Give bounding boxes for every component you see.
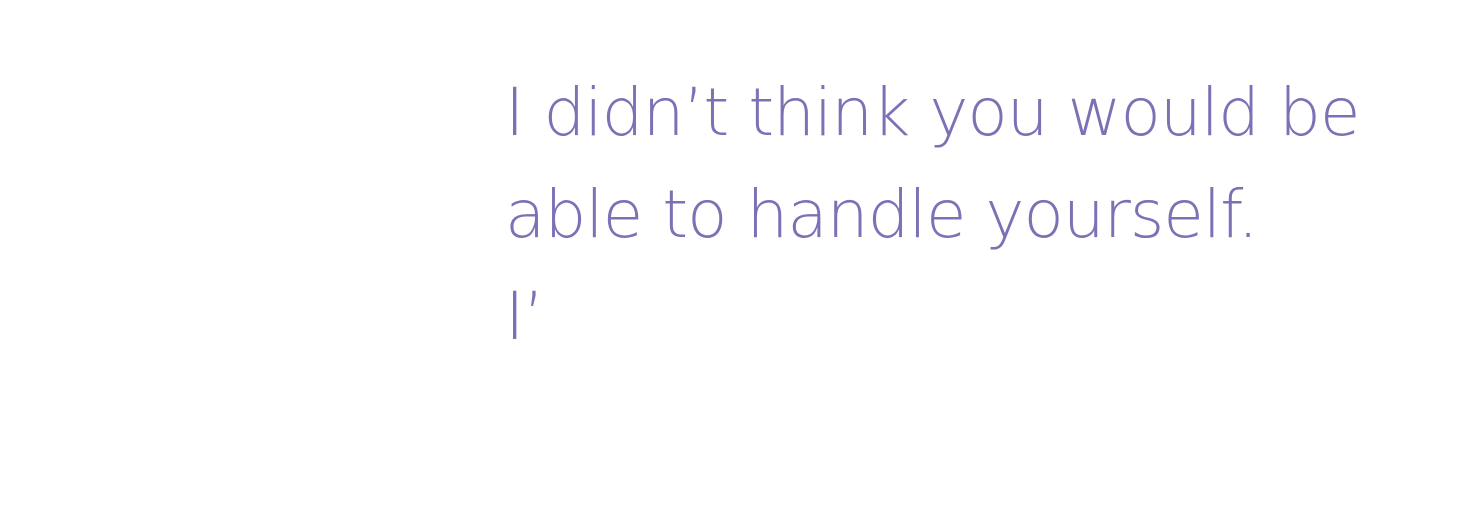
message-line-1: I didn’t think you would be — [505, 74, 1360, 151]
message-line-2: able to handle yourself. — [505, 176, 1258, 253]
message-line-3: I’ — [505, 278, 544, 355]
typewriter-message — [505, 62, 1445, 368]
